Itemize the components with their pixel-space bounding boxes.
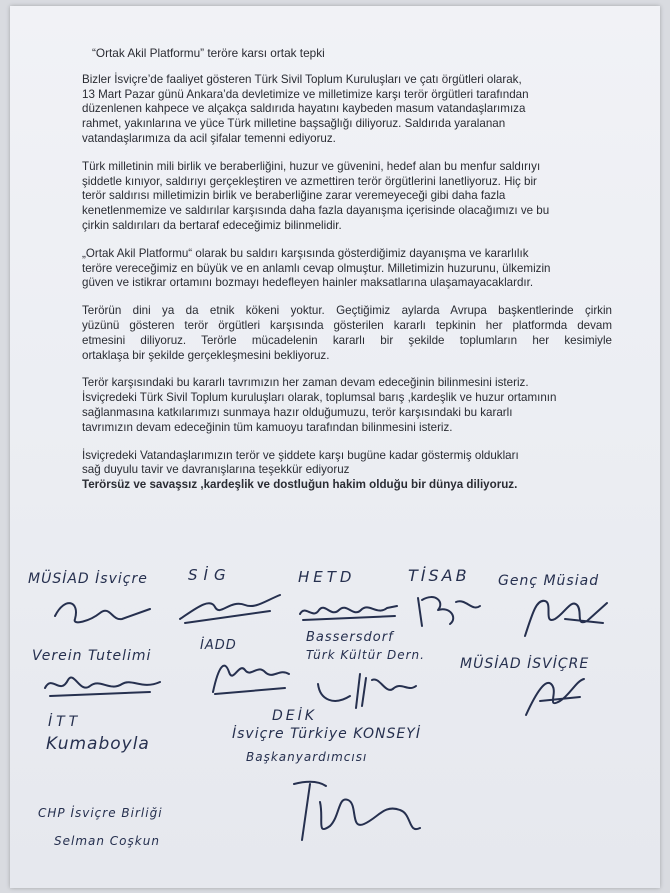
- signature-scribble-verein: [40, 666, 170, 700]
- letter-title: “Ortak Akil Platformu” teröre karsı ortak tepki: [92, 46, 325, 60]
- text-line: yüzünü gösteren terör örgütleri karşısında gösterilen kararlı tepkinin her platformda devam: [82, 318, 612, 332]
- signature-scribble-iadd: [205, 654, 295, 698]
- signature-label-deik-council: İsviçre Türkiye KONSEYİ: [232, 726, 421, 742]
- text-line: tavrımızın devam edeceğinin tüm kamuoyu tarafından bilinmesini isteriz.: [82, 420, 453, 434]
- text-line: Terör karşısındaki bu kararlı tavrımızın her zaman devam edeceğinin bilinmesini isteriz.: [82, 376, 529, 390]
- text-line: sağlanmasına katkılarımızı sunmaya hazır olduğumuzu, terör karşısındaki bu kararlı: [82, 405, 513, 419]
- text-line: şiddetle kınıyor, saldırıyı gerçekleştiren ve azmettiren terör örgütlerini lanetliyoruz. Hiç bir: [82, 174, 537, 188]
- text-line: Terörün dini ya da etnik kökeni yoktur. Geçtiğimiz aylarda Avrupa başkentlerinde çirkin: [82, 304, 612, 318]
- text-line: etmesini diliyoruz. Terörle mücadelenin kararlı bir şekilde toplumların her kesimiyle: [82, 333, 612, 347]
- signature-scribble-hetd: [295, 592, 405, 628]
- signature-label-chp: CHP İsviçre Birliği: [38, 806, 163, 820]
- text-line: kenetlenmemize ve saldırılar karşısında daha fazla dayanışma içerisinde olacağımızı ve bu: [82, 204, 550, 218]
- paper-sheet: [10, 6, 660, 888]
- signature-label-deik: DEİK: [272, 708, 317, 724]
- signature-label-hetd: HETD: [298, 568, 356, 586]
- signature-label-sig: SİG: [188, 566, 232, 584]
- signature-label-deik-vice-president: Başkanyardımcısı: [246, 750, 368, 764]
- text-line: Bizler İsviçre’de faaliyet gösteren Türk Sivil Toplum Kuruluşları ve çatı örgütleri olarak,: [82, 72, 522, 86]
- text-line: vatandaşlarımıza da acil şifalar temenni ediyoruz.: [82, 131, 336, 145]
- text-line: çirkin saldırıları da bertaraf edeceğimiz bilinmelidir.: [82, 218, 342, 232]
- signature-label-musiad-isvicre: MÜSİAD İsviçre: [28, 571, 148, 587]
- text-line: İsviçredeki Türk Sivil Toplum kuruluşları olarak, toplumsal barış ,kardeşlik ve huzur ortamının: [82, 391, 557, 405]
- paragraph-closing: [82, 449, 612, 493]
- signature-scribble-deik: [280, 776, 430, 846]
- text-line: terör saldırısı milletimizin birlik ve beraberliğine zarar veremeyeceği gibi daha fazla: [82, 189, 506, 203]
- closing-wish: Terörsüz ve savaşsız ,kardeşlik ve dostluğun hakim olduğu bir dünya diliyoruz.: [82, 478, 518, 492]
- paragraph-condolence: [82, 73, 612, 147]
- signature-scribble-tisab: [410, 588, 490, 632]
- text-line: güven ve istikrar ortamını bozmayı hedefleyen hainler maksatlarına ulaşamayacaklardır.: [82, 276, 534, 290]
- signature-label-genc-musiad: Genç Müsiad: [498, 573, 600, 589]
- signature-scribble-musiad-2: [520, 671, 590, 719]
- text-line: rahmet, yakınlarına ve yüce Türk milletine başsağlığı diliyoruz. Saldırıda yaralanan: [82, 117, 506, 131]
- signature-scribble-bassersdorf: [310, 666, 420, 712]
- text-line: teröre vereceğimiz en büyük ve en anlamlı cevap olmuştur. Milletimizin huzurunu, ülkemizin: [82, 261, 551, 275]
- signature-label-turk-kultur-dern: Türk Kültür Dern.: [306, 648, 425, 662]
- text-line: ortaklaşa bir şekilde gerçekleşmesini bekliyoruz.: [82, 348, 330, 362]
- signature-scribble-genc-musiad: [515, 591, 615, 641]
- signature-label-chp-name: Selman Coşkun: [54, 834, 160, 848]
- signature-label-musiad-isvicre-2: MÜSİAD İSVİÇRE: [460, 656, 590, 672]
- signature-scribble-musiad: [50, 591, 160, 631]
- text-line: sağ duyulu tavir ve davranışlarına teşekkür ediyoruz: [82, 463, 350, 477]
- text-line: 13 Mart Pazar günü Ankara’da devletimize ve milletimize karşı terör örgütleri tarafından: [82, 87, 529, 101]
- paragraph-condemnation: [82, 160, 612, 234]
- signature-label-bassersdorf: Bassersdorf: [306, 630, 394, 645]
- text-line: Türk milletinin mili birlik ve beraberliğini, huzur ve güvenini, hedef alan bu menfur saldırıyı: [82, 159, 541, 173]
- signature-label-tisab: TİSAB: [408, 566, 470, 585]
- signature-itt-name: Kumaboyla: [46, 734, 150, 754]
- signature-label-iadd: İADD: [200, 638, 237, 653]
- signature-label-verein: Verein Tutelimi: [32, 648, 152, 664]
- letter-body: [82, 46, 612, 506]
- signature-scribble-sig: [175, 589, 285, 629]
- paragraph-terror-religion: [82, 304, 612, 363]
- text-line: İsviçredeki Vatandaşlarımızın terör ve şiddete karşı bugüne kadar göstermiş oldukları: [82, 448, 519, 462]
- paragraph-determination: [82, 376, 612, 435]
- text-line: „Ortak Akil Platformu“ olarak bu saldırı karşısında gösterdiğimiz dayanışma ve kararlılık: [82, 246, 529, 260]
- signature-label-itt: İTT: [48, 714, 82, 730]
- paragraph-solidarity: [82, 247, 612, 291]
- text-line: düzenlenen kahpece ve alçakça saldırıda hayatını kaybeden masum vatandaşlarımıza: [82, 102, 526, 116]
